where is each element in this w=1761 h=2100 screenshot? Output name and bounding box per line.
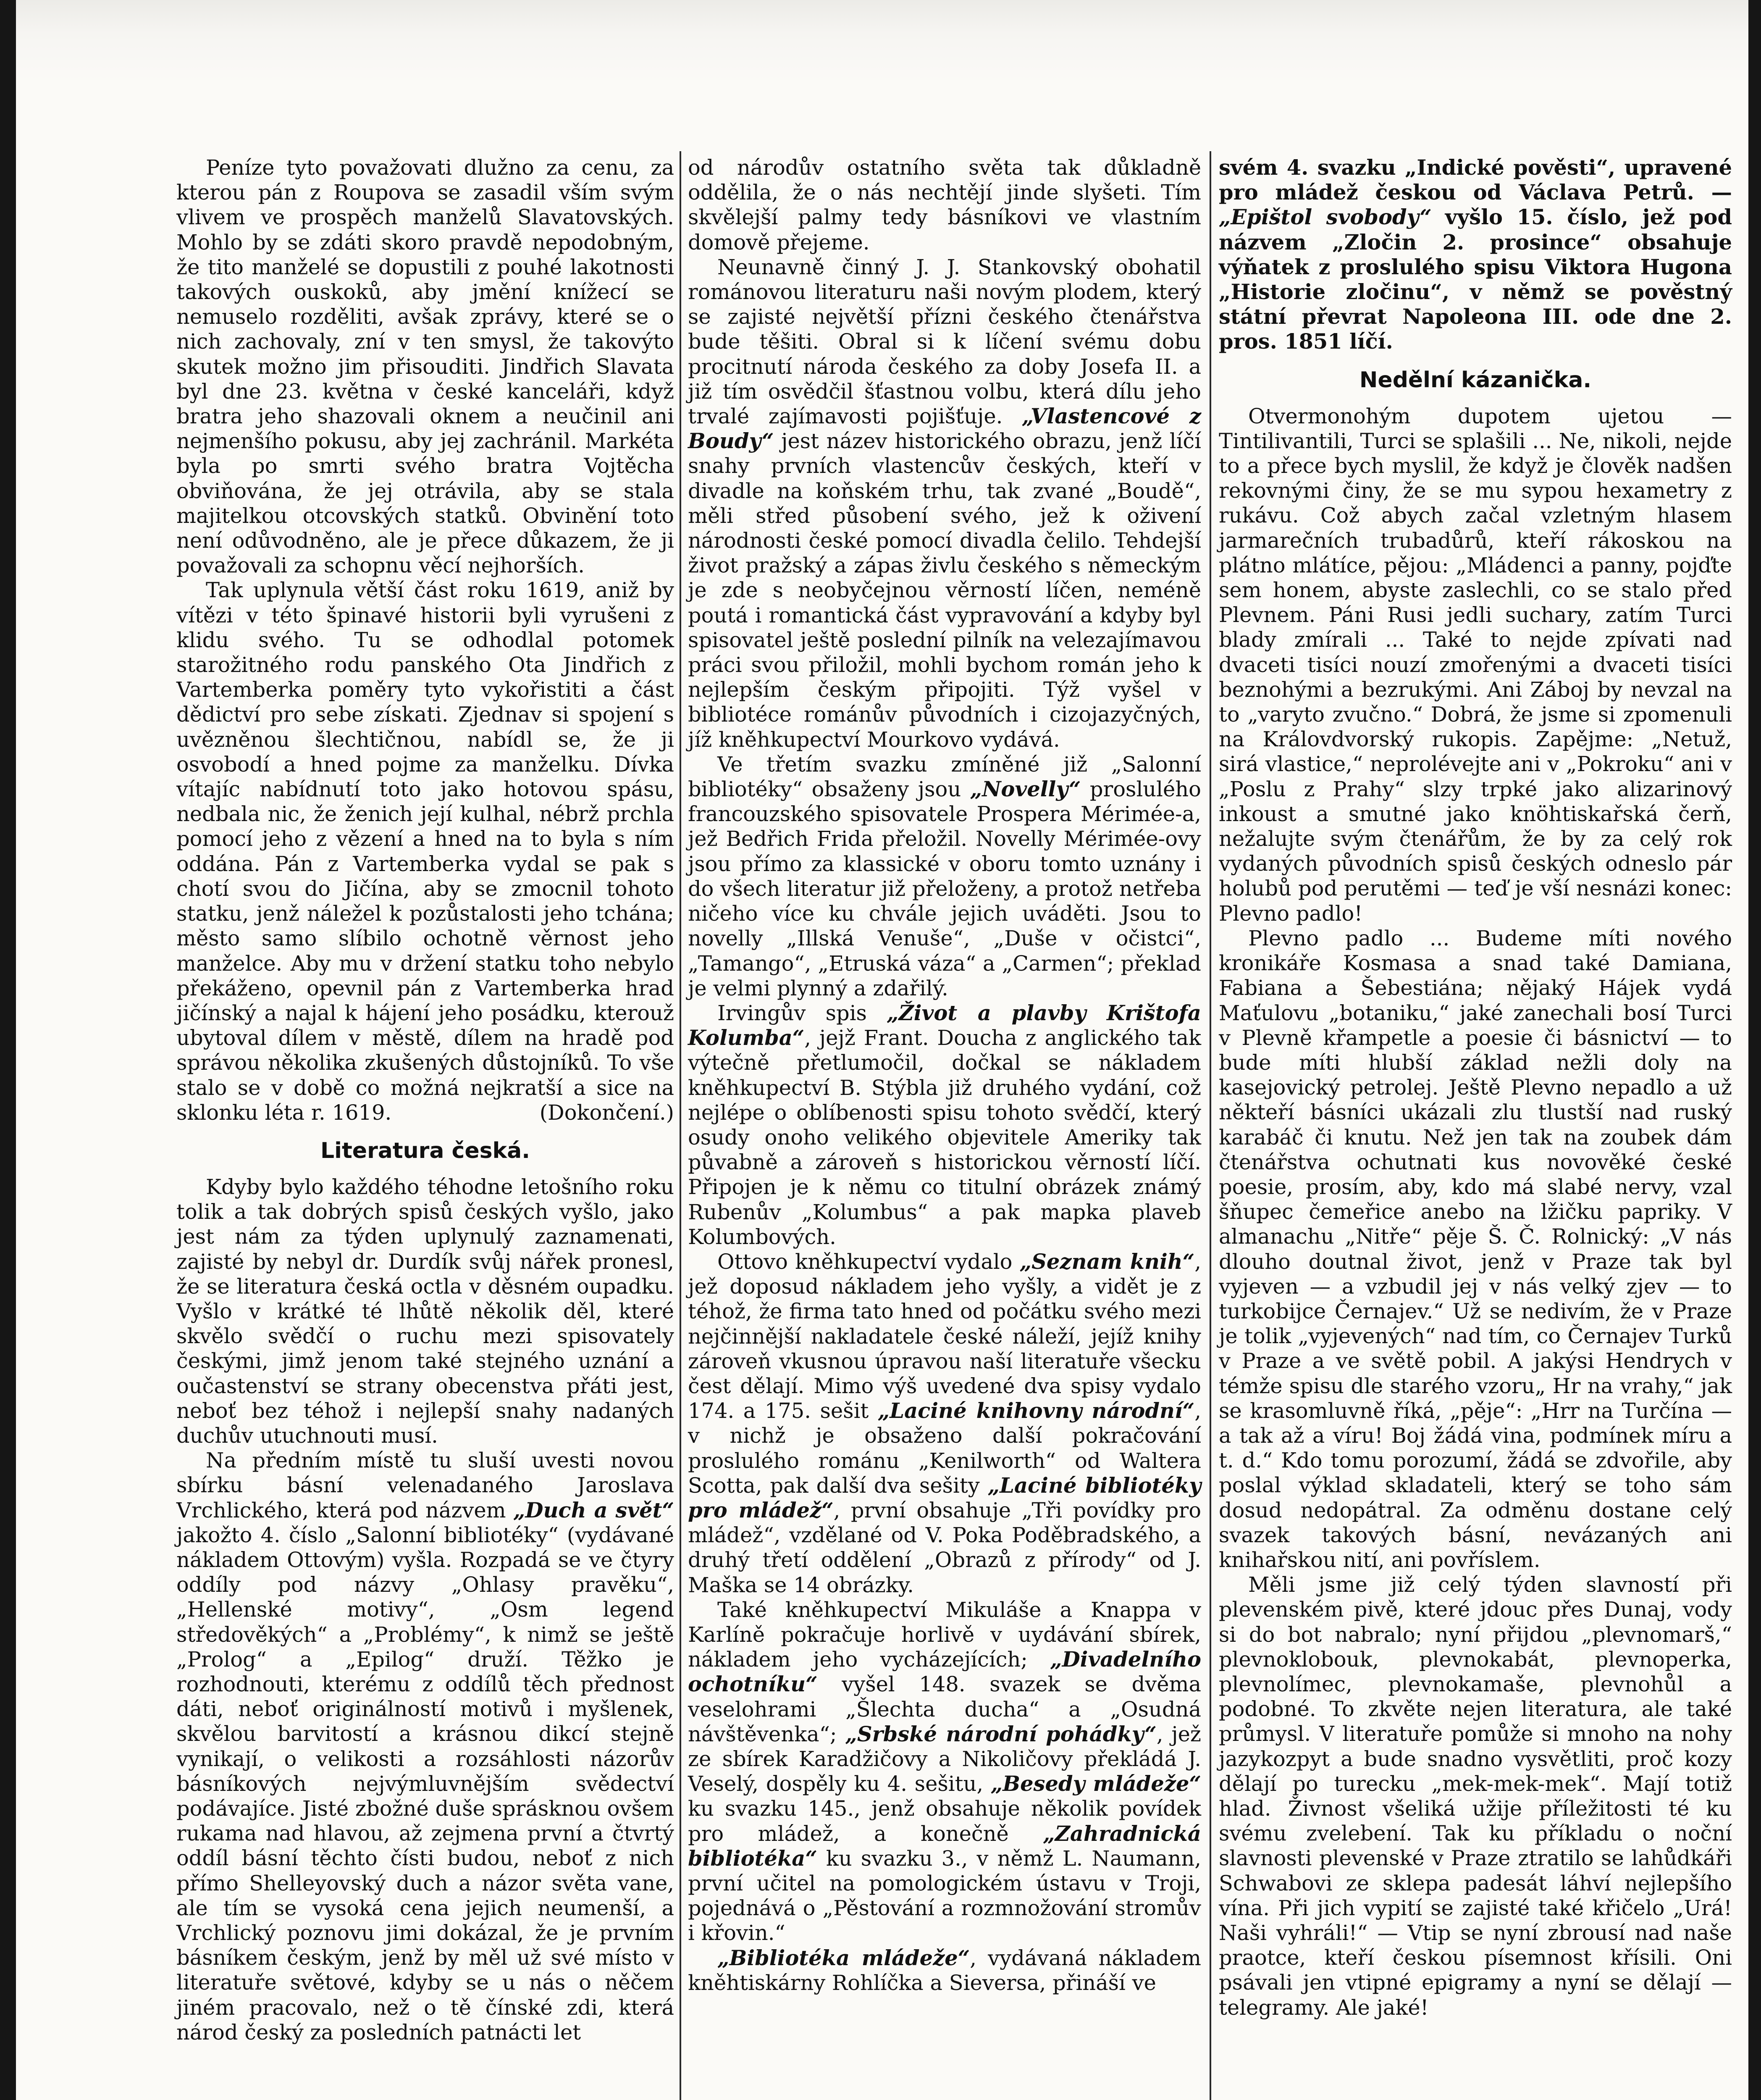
paragraph (688, 1946, 1201, 1995)
paragraph: Kdyby bylo každého téhodne letošního roku tolik a tak dobrých spisů českých vyšlo, jako jest nám za týden uplynulý zaznamenati, zajisté by nebyl dr. Durdík svůj nářek pronesl, že se literatura česká octla v děsném oupadku. Vyšlo v krátké té lhůtě několik děl, které skvělo svědčí o ruchu mezi spisovately českými, jimž jenom také stejného uznání a oučastenství se strany obecenstva přáti jest, neboť bez téhož i nejlepší snahy nadaných duchův utuchnouti musí. (176, 1174, 674, 1448)
book-title: „Vlastencové z Boudy“ (688, 404, 1201, 454)
paragraph: Peníze tyto považovati dlužno za cenu, za kterou pán z Roupova se zasadil vším svým vlivem ve prospěch manželů Slavatovských. Mohlo by se zdáti skoro pravdě nepodobným, že tito manželé se dopustili z pouhé lakotnosti takových ouskoků, aby jmění knížecí se nemuselo rozděliti, avšak zprávy, které se o nich zachovaly, zní v ten smysl, že takovýto skutek možno jim přisouditi. Jindřich Slavata byl dne 23. května v české kanceláři, když bratra jeho shazovali oknem a neučinil ani nejmenšího pokusu, aby jej zachránil. Markéta byla po smrti svého bratra Vojtěcha obviňována, že jej otrávila, aby se stala majitelkou otcovských statků. Obvinění toto není odůvodněno, ale je přece důkazem, že ji považovali za schopnu věcí nejhorších. (176, 155, 674, 578)
book-title: „Seznam knih“ (1019, 1249, 1195, 1274)
column-rule (1210, 151, 1211, 2100)
text: ku svazku 3., v němž L. Naumann, první učitel na pomologickém ústavu v Troji, pojednává o „Pěstování a rozmnožování stromův i křovin.“ (688, 1846, 1201, 1945)
column-2 (688, 155, 1201, 1995)
book-title: „Duch a svět“ (513, 1498, 674, 1522)
book-title: „Život a plavby Krištofa Kolumba“ (688, 1000, 1201, 1050)
text: vyšel 148. svazek se dvěma veselohrami „Šlechta ducha“ a „Osudná návštěvenka“; (688, 1672, 1201, 1746)
text: proslulého francouzského spisovatele Prospera Mériméе-a, jež Bedřich Frida přeložil. Novelly Mérimée-ovy jsou přímo za klassické v oboru tomto uznány i do všech literatur již přeloženy, a protož netřeba ničeho více ku chvále jejich uváděti. Jsou to novelly „Illská Venuše“, „Duše v očistci“, „Tamango“, „Etruská váza“ a „Carmen“; překlad je velmi plynný a zdařilý. (688, 777, 1201, 1000)
paragraph (176, 578, 674, 1125)
column-1 (176, 155, 674, 2045)
text: Také kněhkupectví Mikuláše a Knappa v Karlíně pokračuje horlivě v uydávání sbírek, nákladem jeho vycházejících; (688, 1597, 1201, 1672)
text: ku svazku 145., jenž obsahuje několik povídek pro mládež, a konečně (688, 1796, 1201, 1846)
book-title: „Laciné knihovny národní“ (877, 1399, 1195, 1423)
paragraph (688, 752, 1201, 1001)
paragraph (1219, 155, 1732, 354)
paragraph (688, 1598, 1201, 1946)
paragraph (688, 1001, 1201, 1250)
text: , jež ze sbírek Karadžičovy a Nikoličovy překládá J. Veselý, dospěly ku 4. sešitu, (688, 1722, 1201, 1796)
column-3 (1219, 155, 1732, 2020)
book-title: „Zahradnická bibliotéka“ (688, 1821, 1201, 1871)
text: jakožto 4. číslo „Salonní bibliotéky“ (vydávané nákladem Ottovým) vyšla. Rozpadá se ve čtyry oddíly pod názvy „Ohlasy pravěku“, „Hellenské motivy“, „Osm legend středověkých“ a „Problémy“, k nimž se ještě „Prolog“ a „Epilog“ druží. Těžko je rozhodnouti, kterému z oddílů těch přednost dáti, neboť originálností motivů i myšlenek, skvělou barvitostí a krásnou dikcí stejně vynikají, o velikosti a rozsáhlosti názorův básníkových nejvýmluvnějším svědectví podávajíce. Jisté zbožné duše sprásknou ovšem rukama nad hlavou, až zejmena první a čtvrtý oddíl básní těchto čísti budou, neboť z nich přímo Shelleyovský duch a názor světa vane, ale tím se vysoká cena jejich neumenší, a Vrchlický poznovu jimi dokázal, že je prvním básníkem českým, jenž by měl už své místo v literatuře světové, kdyby se u nás o něčem jiném pracovalo, než o tě čínské zdi, která národ český za posledních patnácti let (176, 1522, 674, 2045)
text: Ve třetím svazku zmíněné již „Salonní bibliotéky“ obsaženy jsou (688, 752, 1201, 802)
text: Na předním místě tu sluší uvesti novou sbírku básní velenadaného Jaroslava Vrchlického, která pod názvem (176, 1448, 674, 1522)
paragraph-text: Tak uplynula větší část roku 1619, aniž by vítězi v této špinavé historii byli vyrušeni z klidu svého. Tu se odhodlal potomek starožitného rodu panského Ota Jindřich z Vartemberka poměry tyto vykořistiti a část dědictví pro sebe získati. Zjednav si spojení s uvězněnou šlechtičnou, nabídl se, že ji osvobodí a hned pojme za manželku. Dívka vítajíc nabídnutí toto jako hotovou spásu, nedbala nic, že ženich její kulhal, nébrž prchla pomocí jeho z vězení a hned na to byla s ním oddána. Pán z Vartemberka vydal se pak s chotí svou do Jičína, aby se zmocnil tohoto statku, jenž náležel k pozůstalosti jeho tchána; město samo slíbilo ochotně věrnost jeho manželce. Aby mu v držení statku toho nebylo překáženo, opevnil pán z Vartemberka hrad jičínský a najal k hájení jeho posádku, kterouž ubytoval dílem v městě, dílem na hradě pod správou několika zkušených důstojníků. To vše stalo se v době co možná nejkratší a sice na sklonku léta r. 1619. (176, 578, 674, 1125)
text: , v nichž je obsaženo další pokračování proslulého románu „Kenilworth“ od Waltera Scotta, pak další dva sešity (688, 1399, 1201, 1498)
paragraph (688, 255, 1201, 752)
book-title: „Laciné bibliotéky pro mládež“ (688, 1473, 1201, 1522)
text: Irvingův spis (717, 1000, 867, 1025)
section-heading: Literatura česká. (320, 1138, 530, 1163)
book-title: „Bibliotéka mládeže“ (717, 1945, 970, 1970)
column-rule (680, 151, 681, 2100)
book-title: „Novelly“ (970, 777, 1081, 802)
text: , jež doposud nákladem jeho vyšly, a vidět je z téhož, že firma tato hned od počátku svého mezi nejčinnější nakladatele české náleží, jejíž knihy zároveň vkusnou úpravou naší literatuře všecku čest dělají. Mimo výš uvedené dva spisy vydalo 174. a 175. sešit (688, 1249, 1201, 1423)
text: jest název historického obrazu, jenž líčí snahy prvních vlastencův českých, kteří v divadle na koňském trhu, tak zvané „Boudě“, měli střed působení svého, jež k oživení národnosti české pomocí divadla čelilo. Tehdejší život pražský a zápas živlu českého s německým je zde s neobyčejnou věrností líčen, neméně poutá i romantická část vypravování a kdyby byl spisovatel ještě poslední pilník na velezajímavou práci svou přiložil, mohli bychom román jeho k nejlepším českým připojiti. Týž vyšel v bibliotéce románův původních i cizojazyčných, jíž kněhkupectví Mourkovo vydává. (688, 429, 1201, 752)
book-title: „Besedy mládeže“ (990, 1772, 1201, 1796)
paragraph (176, 1448, 674, 2045)
paragraph: Otvermonohým dupotem ujetou — Tintilivantili, Turci se splašili ... Ne, nikoli, nejde to a přece bych myslil, že když je člověk nadšen rekovnými činy, že se mu sypou hexametry z rukávu. Což abych začal vzletným hlasem jarmarečních trubadůrů, kteří rákoskou na plátno mlátíce, pějou: „Mládenci a panny, pojďte sem honem, abyste zaslechli, co se stalo před Plevnem. Páni Rusi jedli suchary, zatím Turci blady zmírali ... Také to nejde zpívati nad dvaceti tisíci nouzí zmořenými a dvaceti tisíci beznohými a bezrukými. Ani Záboj by nevzal na to „varyto zvučno.“ Dobrá, že jsme si zpomenuli na Královdvorský rukopis. Zapějme: „Netuž, sirá vlastice,“ neprolévejte ani v „Pokroku“ ani v „Poslu z Prahy“ slzy trpké jako alizarinový inkoust a smutné jako knöhtiskařská čerň, nežalujte svým čtenářům, že by za celý rok vydaných původních spisů českých odneslo pár holubů pod perutěmi — teď je vší nesnázi konec: Plevno padlo! (1219, 404, 1732, 926)
paragraph (688, 1250, 1201, 1598)
book-title: „Divadelního ochotníku“ (688, 1647, 1201, 1697)
text: vyšlo 15. číslo, jež pod názvem „Zločin 2. prosince“ obsahuje výňatek z proslulého spisu Viktora Hugona „Historie zločinu“, v němž se pověstný státní převrat Napoleona III. ode dne 2. pros. 1851 líčí. (1219, 205, 1732, 354)
continuation-note: (Dokončení.) (539, 1100, 674, 1125)
text: , vydávaná nákladem kněhtiskárny Rohlíčka a Sieversa, přináší ve (688, 1945, 1201, 1995)
paragraph: od národův ostatního světa tak důkladně oddělila, že o nás nechtějí jinde slyšeti. Tím skvělejší palmy tedy básníkovi ve vlastním domově přejeme. (688, 155, 1201, 255)
paragraph: Plevno padlo ... Budeme míti nového kronikáře Kosmasa a snad také Damiana, Fabiana a Šebestiána; nějaký Hájek vydá Maťulovu „botaniku,“ jaké zanechali bosí Turci v Plevně křampetle a poesie či básnictví — to bude míti hlubší základ nežli doly na kasejovický petrolej. Ještě Plevno nepadlo a už někteří básníci ukázali zlu tlustší nad ruský karabáč či knutu. Než jen tak na zoubek dám čtenářstva ochutnati kus novověké české poesie, prosím, aby, kdo má slabé nervy, vzal šňupec čemeřice anebo na lžičku papriky. V almanachu „Nitře“ pěje Š. Č. Rolnický: „V nás dlouho doutnal život, jenž v Praze tak byl vyjeven — a vzbudil jej v nás velký zjev — to turkobijce Černajev.“ Už se nedivím, že v Praze je tolik „vyjevených“ nad tím, co Černajev Turků v Praze a ve světě pobil. A jakýsi Hendrych v témže spisu dle starého vzoru„ Hr na vrahy,“ jak se krasomluvně říká, „pěje“: „Hrr na Turčína — a tak až a víru! Boj žádá vina, podmínek míru a t. d.“ Kdo tomu porozumí, žádá se zdvořile, aby poslal výklad skladateli, který se toho sám dosud nedopátral. Za odměnu dostane celý svazek takových básní, nevázaných ani knihařskou nití, ani povříslem. (1219, 926, 1732, 1572)
paragraph: Měli jsme již celý týden slavností při plevenském pivě, které jdouc přes Dunaj, vody si do bot nabralo; nyní přijdou „plevnomarš,“ plevnoklobouk, plevnokabát, plevnoperka, plevnolímec, plevnokamaše, plevnohůl a podobné. To zkvěte nejen literatura, ale také průmysl. V literatuře pomůže si mnoho na nohy jazykozpyt a bude snadno vysvětliti, proč kozy dělají po turecku „mek-mek-mek“. Mají totiž hlad. Živnost všeliká užije příležitosti té ku svému zvelebení. Tak ku příkladu o noční slavnosti plevenské v Praze ztratilo se lahůdkáři Schwabovi ze sklepa padesát láhví nejlepšího vína. Při jich vypití se zajisté také křičelo „Urá! Naši vyhráli!“ — Vtip se nyní zbrousí nad naše praotce, kteří českou písemnost křísili. Oni psávali jen vtipné epigramy a nyní se dělají — telegramy. Ale jaké! (1219, 1572, 1732, 2020)
text: svém 4. svazku „Indické pověsti“, upravené pro mládež českou od Václava Petrů. — (1219, 155, 1732, 205)
book-title: „Srbské národní pohádky“ (845, 1722, 1157, 1746)
text: Neunavně činný J. J. Stankovský obohatil románovou literaturu naši novým plodem, který se zajisté největší přízni českého čtenářstva bude těšiti. Obral si k líčení svému dobu procitnutí národa českého za doby Josefa II. a již tím osvědčil šťastnou volbu, která dílu jeho trvalé zajímavosti pojišťuje. (688, 255, 1201, 429)
text: , jejž Frant. Doucha z anglického tak výtečně přetlumočil, dočkal se nákladem kněhkupectví B. Stýbla již druhého vydání, což nejlépe o oblíbenosti spisu tohoto svědčí, který osudy onoho velikého objevitele Ameriky tak půvabně a zároveň s historickou věrností líčí. Připojen je k němu co titulní obrázek známý Rubenův „Kolumbus“ a pak mapka plaveb Kolumbových. (688, 1026, 1201, 1249)
text: Ottovo kněhkupectví vydalo (717, 1249, 1013, 1274)
section-heading: Nedělní kázanička. (1359, 367, 1592, 393)
scan-edge-left (0, 0, 16, 2100)
text: , první obsahuje „Tři povídky pro mládež“, vzdělané od V. Poka Poděbradského, a druhý třetí oddělení „Obrazů z přírody“ od J. Maška se 14 obrázky. (688, 1498, 1201, 1597)
book-title: „Epištol svobody“ (1219, 205, 1432, 230)
scan-edge-right (1748, 0, 1761, 2100)
